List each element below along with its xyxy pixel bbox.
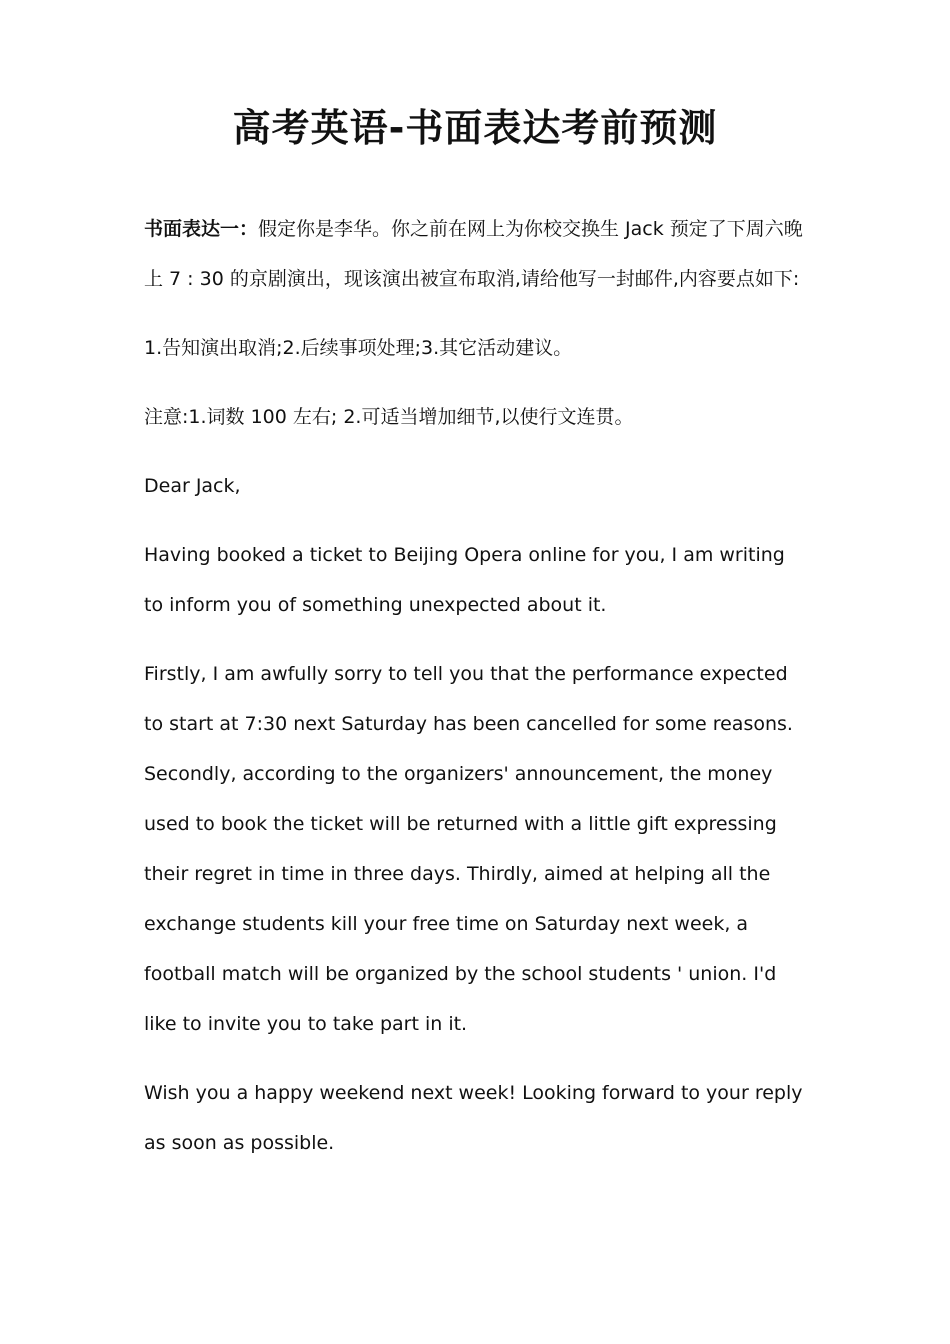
document-body: [144, 204, 808, 1187]
letter-paragraph-2a: Firstly, I am awfully sorry to tell you that the performance expected to start at 7:30 next Saturday has been cancelled for some reasons.: [144, 663, 793, 735]
task-text: 假定你是李华。你之前在网上为你校交换生 Jack 预定了下周六晚上 7 : 30 的京剧演出，现该演出被宣布取消,请给他写一封邮件,内容要点如下:: [144, 218, 803, 290]
letter-paragraph-1: Having booked a ticket to Beijing Opera online for you, I am writing to inform you of something unexpected about it.: [144, 544, 785, 616]
letter-paragraph-2b: Secondly, according to the organizers' announcement, the money used to book the ticket will be returned with a little gift expressing their regret in time in three days. Thirdly, aimed at helping all the exchange students kill your free time on Saturday next week, a football match will be organized by the school students ' union. I'd like to invite you to take part in it.: [144, 763, 777, 1035]
letter-greeting: Dear Jack,: [144, 475, 241, 497]
task-prompt: [144, 204, 808, 304]
task-notes: 注意:1.词数 100 左右; 2.可适当增加细节,以使行文连贯。: [144, 406, 634, 428]
document-title: 高考英语-书面表达考前预测: [232, 106, 718, 150]
task-points: 1.告知演出取消;2.后续事项处理;3.其它活动建议。: [144, 337, 573, 359]
task-label: 书面表达一：: [144, 218, 259, 240]
letter-paragraph-3: Wish you a happy weekend next week! Looking forward to your reply as soon as possible.: [144, 1082, 803, 1154]
